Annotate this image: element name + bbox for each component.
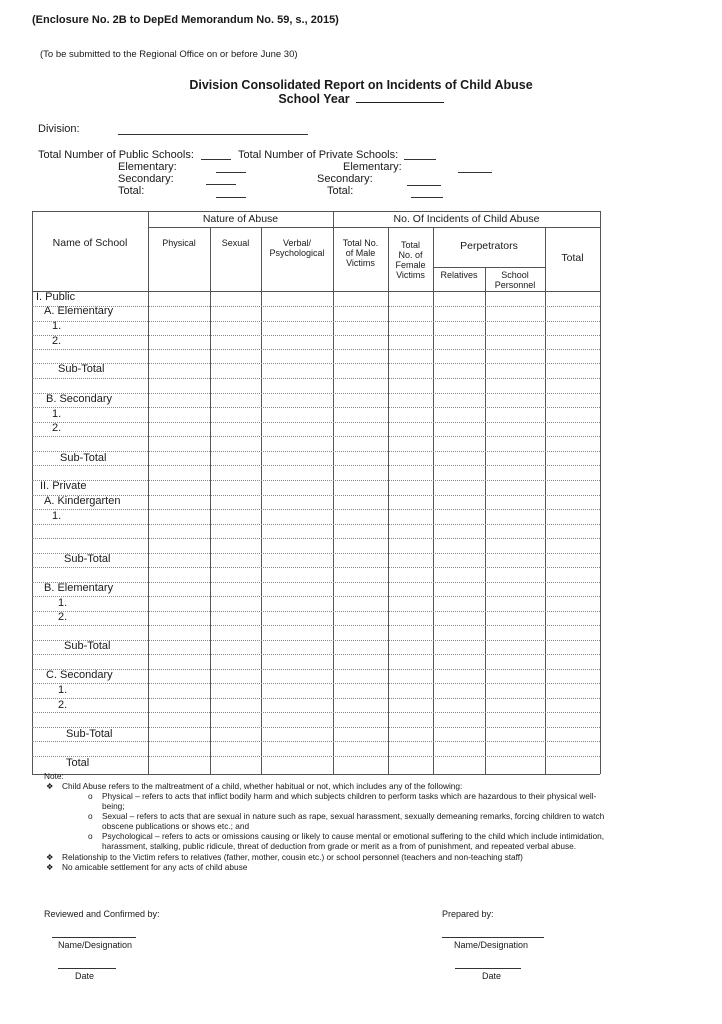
row-rule: [32, 567, 600, 568]
row-kindergarten-1: 1.: [52, 510, 62, 522]
col-divider-4: [333, 211, 334, 774]
row-rule: [32, 669, 600, 670]
row-public-secondary-subtotal: Sub-Total: [60, 452, 107, 464]
note-sexual-cont: obscene publications or shows etc.; and: [102, 821, 250, 831]
reviewed-by-label: Reviewed and Confirmed by:: [44, 909, 160, 919]
public-schools-blank[interactable]: [201, 159, 231, 160]
row-rule: [32, 407, 600, 408]
row-rule: [32, 698, 600, 699]
private-secondary-blank[interactable]: [407, 185, 441, 186]
preparer-name-line[interactable]: [442, 937, 544, 938]
note-relationship: Relationship to the Victim refers to relatives (father, mother, cousin etc.) or school personnel (teachers and non-teaching staff): [62, 852, 523, 862]
row-rule: [32, 553, 600, 554]
private-elementary-blank[interactable]: [458, 172, 492, 173]
perpetrators-subrule: [433, 267, 545, 268]
table-bottom-border: [32, 774, 600, 775]
submission-note: (To be submitted to the Regional Office on or before June 30): [40, 49, 298, 60]
public-secondary-blank[interactable]: [206, 184, 236, 185]
row-grand-total: Total: [66, 757, 90, 769]
row-kindergarten-subtotal: Sub-Total: [64, 553, 111, 565]
row-rule: [32, 712, 600, 713]
row-rule: [32, 422, 600, 423]
row-rule: [32, 756, 600, 757]
col-male-victims: [333, 238, 388, 268]
row-rule: [32, 596, 600, 597]
row-rule: [32, 625, 600, 626]
row-private-elementary-2: 2.: [58, 611, 68, 623]
row-public-secondary-2: 2.: [52, 422, 62, 434]
row-private-secondary-1: 1.: [58, 684, 68, 696]
note-physical-cont: being;: [102, 801, 125, 811]
private-elementary-label: Elementary:: [343, 161, 402, 173]
col-female-line4: Victims: [396, 270, 425, 280]
row-private-elementary-subtotal: Sub-Total: [64, 640, 111, 652]
row-rule: [32, 538, 600, 539]
preparer-date: Date: [482, 971, 502, 981]
col-personnel-line2: Personnel: [494, 280, 536, 290]
prepared-by-label: Prepared by:: [442, 909, 494, 919]
private-secondary-label: Secondary:: [317, 173, 373, 185]
table-top-border: [32, 211, 600, 212]
col-female-line3: Female: [395, 260, 426, 270]
row-private-elementary-1: 1.: [58, 597, 68, 609]
school-year-label: School Year: [278, 92, 350, 106]
diamond-bullet-icon: ❖: [46, 781, 54, 791]
public-secondary-label: Secondary:: [118, 173, 174, 185]
row-rule: [32, 363, 600, 364]
row-kindergarten: A. Kindergarten: [44, 495, 121, 507]
notes-label: Note:: [44, 771, 64, 781]
col-sexual: Sexual: [221, 238, 250, 248]
col-personnel-line1: School: [501, 270, 529, 280]
row-private-secondary-2: 2.: [58, 699, 68, 711]
public-elementary-blank[interactable]: [216, 172, 246, 173]
col-male-line1: Total No.: [342, 238, 379, 248]
row-rule: [32, 611, 600, 612]
row-public-elementary: A. Elementary: [44, 305, 114, 317]
diamond-bullet-icon: ❖: [46, 862, 54, 872]
col-verbal-line1: Verbal/: [282, 238, 312, 248]
report-title-text: Division Consolidated Report on Incidents of Child Abuse: [189, 78, 533, 92]
circle-bullet-icon: o: [88, 791, 93, 801]
division-label: Division:: [38, 123, 80, 135]
row-private: II. Private: [40, 480, 87, 492]
circle-bullet-icon: o: [88, 831, 93, 841]
note-psychological: Psychological – refers to acts or omissions causing or likely to cause mental or emotional suffering to the child which include intimidation,: [102, 831, 605, 841]
public-elementary-label: Elementary:: [118, 161, 177, 173]
reviewer-date-line[interactable]: [58, 968, 116, 969]
col-relatives: Relatives: [440, 270, 478, 280]
row-rule: [32, 349, 600, 350]
col-divider-1: [148, 211, 149, 774]
incidents-table: [32, 211, 600, 774]
header-bottom-rule: [32, 291, 600, 292]
row-rule: [32, 335, 600, 336]
col-physical: Physical: [162, 238, 196, 248]
public-total-blank[interactable]: [216, 197, 246, 198]
row-rule: [32, 741, 600, 742]
private-total-blank[interactable]: [411, 197, 443, 198]
row-rule: [32, 480, 600, 481]
col-divider-5: [388, 227, 389, 774]
table-left-border: [32, 211, 33, 774]
col-verbal: [261, 238, 333, 258]
row-private-elementary: B. Elementary: [44, 582, 114, 594]
preparer-date-line[interactable]: [455, 968, 521, 969]
col-female-victims: [388, 240, 433, 280]
reviewer-date: Date: [75, 971, 95, 981]
reviewer-name-designation: Name/Designation: [58, 940, 133, 950]
preparer-name-designation: Name/Designation: [454, 940, 529, 950]
col-school-personnel: [485, 270, 545, 290]
row-rule: [32, 378, 600, 379]
col-male-line3: Victims: [346, 258, 375, 268]
division-blank[interactable]: [118, 134, 308, 135]
col-female-line2: No. of: [398, 250, 423, 260]
enclosure-reference: (Enclosure No. 2B to DepEd Memorandum No. 59, s., 2015): [32, 14, 339, 26]
col-divider-6: [433, 227, 434, 774]
col-nature-of-abuse: Nature of Abuse: [202, 213, 279, 225]
row-public-elementary-subtotal: Sub-Total: [58, 363, 105, 375]
row-rule: [32, 524, 600, 525]
col-incidents: No. Of Incidents of Child Abuse: [393, 213, 540, 225]
row-public-secondary: B. Secondary: [46, 393, 113, 405]
row-public-elementary-1: 1.: [52, 320, 62, 332]
col-male-line2: of Male: [345, 248, 376, 258]
header-subrule: [148, 227, 600, 228]
report-title: [0, 78, 722, 106]
public-schools-label: Total Number of Public Schools:: [38, 149, 194, 161]
note-psychological-cont: harassment, stalking, public ridicule, threat of deduction from grade or merit as a from of punishment, and repeated verbal abuse.: [102, 841, 577, 851]
col-total: Total: [561, 252, 584, 264]
row-rule: [32, 451, 600, 452]
row-rule: [32, 321, 600, 322]
public-total-label: Total:: [118, 185, 145, 197]
note-child-abuse: Child Abuse refers to the maltreatment of a child, whether habitual or not, which includes any of the following:: [62, 781, 463, 791]
circle-bullet-icon: o: [88, 811, 93, 821]
note-amicable: No amicable settlement for any acts of child abuse: [62, 862, 248, 872]
private-total-label: Total:: [327, 185, 354, 197]
col-divider-3: [261, 227, 262, 774]
row-private-secondary-subtotal: Sub-Total: [66, 728, 113, 740]
row-public-secondary-1: 1.: [52, 408, 62, 420]
row-private-secondary: C. Secondary: [46, 669, 113, 681]
row-public: I. Public: [36, 291, 76, 303]
note-physical: Physical – refers to acts that inflict bodily harm and which subjects children to perform tasks which are hazardous to their physical well-: [102, 791, 597, 801]
row-rule: [32, 654, 600, 655]
row-rule: [32, 436, 600, 437]
col-verbal-line2: Psychological: [269, 248, 325, 258]
col-perpetrators: Perpetrators: [460, 240, 518, 252]
row-rule: [32, 393, 600, 394]
reviewer-name-line[interactable]: [52, 937, 136, 938]
row-rule: [32, 683, 600, 684]
row-rule: [32, 465, 600, 466]
row-rule: [32, 640, 600, 641]
private-schools-label: Total Number of Private Schools:: [238, 149, 399, 161]
school-year-line: [0, 92, 722, 106]
note-sexual: Sexual – refers to acts that are sexual in nature such as rape, sexual harassment, sexually demeaning remarks, forcing children to watch: [102, 811, 605, 821]
row-rule: [32, 509, 600, 510]
school-year-blank[interactable]: [356, 92, 444, 103]
col-divider-8: [545, 227, 546, 774]
row-rule: [32, 582, 600, 583]
table-right-border: [600, 211, 601, 774]
col-divider-2: [210, 227, 211, 774]
row-public-elementary-2: 2.: [52, 335, 62, 347]
col-name-of-school: Name of School: [52, 237, 128, 249]
row-rule: [32, 727, 600, 728]
private-schools-blank[interactable]: [404, 159, 436, 160]
row-rule: [32, 306, 600, 307]
col-female-line1: Total: [400, 240, 420, 250]
diamond-bullet-icon: ❖: [46, 852, 54, 862]
